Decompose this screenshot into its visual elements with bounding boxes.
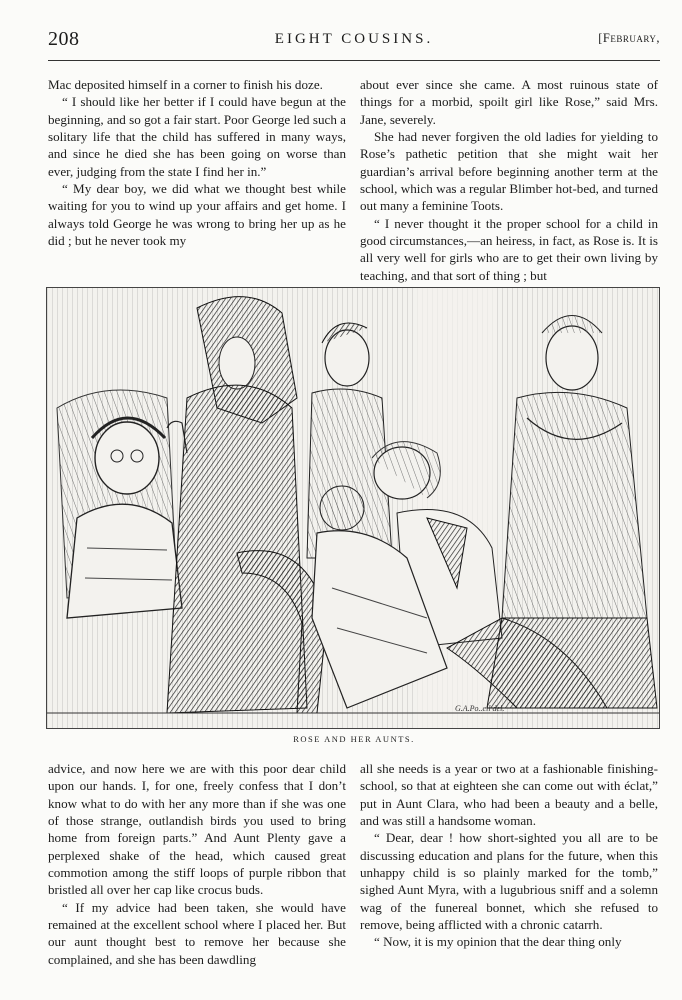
text-column-bottom-left (48, 760, 346, 968)
running-title: EIGHT COUSINS. (274, 31, 434, 47)
illustrator-signature: G.A.Po..ell del. (455, 704, 505, 713)
running-header (48, 28, 660, 50)
paragraph: about ever since she came. A most ruinous state of things for a morbid, spoilt girl like Rose,” said Mrs. Jane, severely. (360, 77, 658, 127)
text-column-top-left (48, 76, 346, 249)
engraving-illustration (46, 287, 660, 729)
text-column-bottom-right (360, 760, 658, 951)
paragraph: “ I should like her better if I could have begun at the beginning, and so got a fair start. Poor George led such a solitary life that the child has suffered in many ways, and since he died she has been going on worse than ever, judging from the state I find her in.” (48, 94, 346, 179)
paragraph: “ If my advice had been taken, she would have remained at the excellent school where I placed her. But our aunt thought best to remove her because she complained, and she has been dawdling (48, 899, 346, 967)
illustration-drawing (47, 288, 659, 728)
paragraph: “ My dear boy, we did what we thought best while waiting for you to wind up your affairs and get home. I always told George he was wrong to bring her up as he did ; but he never took my (48, 181, 346, 249)
running-month: [February, (598, 31, 660, 45)
paragraph: Mac deposited himself in a corner to finish his doze. (48, 77, 323, 92)
paragraph: “ Now, it is my opinion that the dear thing only (374, 934, 622, 950)
paragraph: advice, and now here we are with this poor dear child upon our hands. I, for one, freely confess that I don’t know what to do with her any more than if she was one of those strange, outlandish birds you used to bring home from foreign parts.” And Aunt Plenty gave a perplexed shake of the head, which caused great commotion among the stiff loops of purple ribbon that bristled all over her cap like crocus buds. (48, 761, 346, 898)
paragraph: all she needs is a year or two at a fashionable finishing-school, so that at eighteen she can come out with éclat,” put in Aunt Clara, who had been a beauty and a belle, and was still a handsome woman. (360, 761, 658, 829)
paragraph: She had never forgiven the old ladies for yielding to Rose’s pathetic petition that she might wait her guardian’s arrival before beginning another term at the school, which was a regular Blimber hot-bed, and turned out many a feminine Toots. (360, 129, 658, 214)
page-number: 208 (48, 28, 80, 50)
paragraph: “ I never thought it the proper school for a child in good circumstances,—an heiress, in fact, as Rose is. It is all very well for girls who are to get their own living by teaching, and that sort of thing ; but (360, 215, 658, 283)
text-column-top-right (360, 76, 658, 284)
header-rule (48, 60, 660, 61)
paragraph: “ Dear, dear ! how short-sighted you all are to be discussing education and plans for the future, when this unhappy child is so plainly marked for the tomb,” sighed Aunt Myra, with a lugubrious sniff and a solemn wag of the funereal bonnet, which she refused to remove, being afflicted with a chronic catarrh. (360, 830, 658, 933)
figure-caption: ROSE AND HER AUNTS. (293, 734, 415, 744)
